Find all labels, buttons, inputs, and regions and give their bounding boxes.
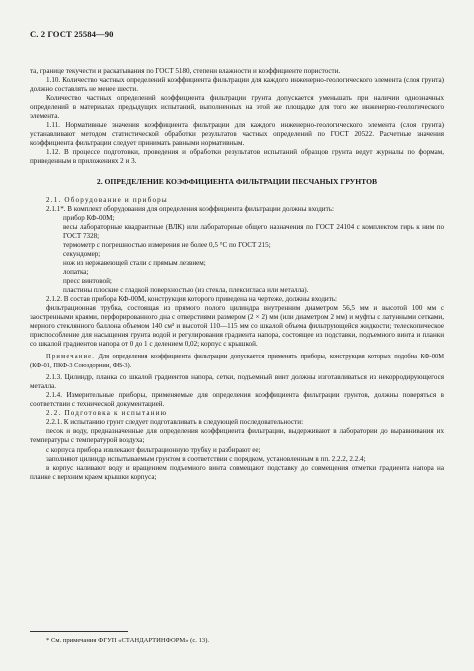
list-item: термометр с погрешностью измерения не более 0,5 °С по ГОСТ 215; (63, 240, 271, 249)
note-label: Примечание. (46, 353, 96, 361)
list-item: заполняют цилиндр испытываемым грунтом в соответствии с порядком, установленным в пп. 2.2.2, 2.2.4; (46, 454, 366, 463)
paragraph-1-12: 1.12. В процессе подготовки, проведения и обработки результатов испытаний образцов грунта ведут журналы по формам, приведенным в приложениях 2 и 3. (30, 148, 444, 166)
paragraph: фильтрационная трубка, состоящая из прямого полого цилиндра внутренним диаметром 56,5 мм и высотой 100 мм с заостренными краями, перфорированного дна с отверстиями размером (2 × 2) мм (или диаметром 2 мм) и муфты с латунными сетками, мерного стеклянного баллона объемом 140 см³ и высотой 110—115 мм со шкалой объема фильтрующейся жидкости; телескопическое приспособление для насыщения грунта водой и регулирования градиента напора, состоящее из подставки, подъемного винта и планки со шкалой градиентов напора от 0 до 1 с делением 0,02; корпус с крышкой. (30, 304, 444, 349)
paragraph-2-1-4: 2.1.4. Измерительные приборы, применяемые для определения коэффициента фильтрации грунтов, должны поверяться в соответствии с технической документацией. (30, 391, 444, 409)
list-item: весы лабораторные квадрантные (ВЛК) или лабораторные общего назначения по ГОСТ 24104 с комплектом гирь к ним по ГОСТ 7328; (63, 222, 444, 240)
paragraph-2-1-3: 2.1.3. Цилиндр, планка со шкалой градиентов напора, сетки, подъемный винт должны изготавливаться из некорродирующегося металла. (30, 373, 444, 391)
footnote: * См. примечания ФГУП «СТАНДАРТИНФОРМ» (с. 13). (46, 637, 210, 644)
list-item: пластины плоские с гладкой поверхностью (из стекла, плексигласа или металла). (63, 285, 309, 294)
list-item: песок и воду, предназначенные для определения коэффициента фильтрации, выдерживают в лаборатории до выравнивания их температуры с температурой воздуха; (30, 427, 444, 445)
list-item: с корпуса прибора извлекают фильтрационную трубку и разбирают ее; (46, 445, 261, 454)
paragraph-1-11: 1.11. Нормативные значения коэффициента фильтрации для каждого инженерно-геологического элемента (слоя грунта) устанавливают методом статистической обработки результатов частных определений по ГОСТ 20522. Расчетные значения коэффициента фильтрации следует принимать равными нормативным. (30, 121, 444, 148)
section-title: 2. ОПРЕДЕЛЕНИЕ КОЭФФИЦИЕНТА ФИЛЬТРАЦИИ ПЕСЧАНЫХ ГРУНТОВ (96, 176, 378, 186)
list-item: нож из нержавеющей стали с прямым лезвием; (63, 258, 206, 267)
paragraph: та, границе текучести и раскатывания по ГОСТ 5180, степени влажности и коэффициенте пористости. (30, 67, 341, 75)
list-item: пресс винтовой; (63, 276, 112, 285)
list-item: прибор КФ-00М; (63, 213, 115, 222)
paragraph: Количество частных определений коэффициента фильтрации грунта допускается уменьшать при наличии однозначных определений в материалах предыдущих испытаний, выполненных на этой же площадке для того же инженерно-геологического элемента. (30, 94, 444, 121)
list-item: в корпус наливают воду и вращением подъемного винта совмещают подставку до совмещения отметки градиента напора на планке с верхним краем крышки корпуса; (30, 463, 444, 481)
page-header: С. 2 ГОСТ 25584—90 (30, 29, 114, 39)
paragraph-2-1-1: 2.1.1*. В комплект оборудования для определения коэффициента фильтрации должны входить: (46, 204, 334, 213)
document-body (30, 67, 444, 482)
list-item: секундомер; (63, 249, 101, 258)
subsection-2-1: 2.1. Оборудование и приборы (46, 195, 168, 204)
paragraph-2-2-1: 2.2.1. К испытанию грунт следует подготавливать в следующей последовательности: (46, 418, 304, 427)
paragraph-2-1-2: 2.1.2. В состав прибора КФ-00М, конструкция которого приведена на чертеже, должны входить: (46, 295, 338, 304)
footnote-divider (30, 631, 128, 632)
note (30, 353, 444, 370)
note-text: Для определения коэффициента фильтрации допускается применять приборы, конструкция которых подобна КФ-00М (КФ-01, ПКФ-3 Союздорнии, ФВ-3). (30, 353, 444, 369)
list-item: лопатка; (63, 267, 89, 276)
subsection-2-2: 2.2. Подготовка к испытанию (46, 409, 168, 418)
paragraph-1-10: 1.10. Количество частных определений коэффициента фильтрации для каждого инженерно-геологического элемента (слоя грунта) должно составлять не менее шести. (30, 76, 444, 94)
